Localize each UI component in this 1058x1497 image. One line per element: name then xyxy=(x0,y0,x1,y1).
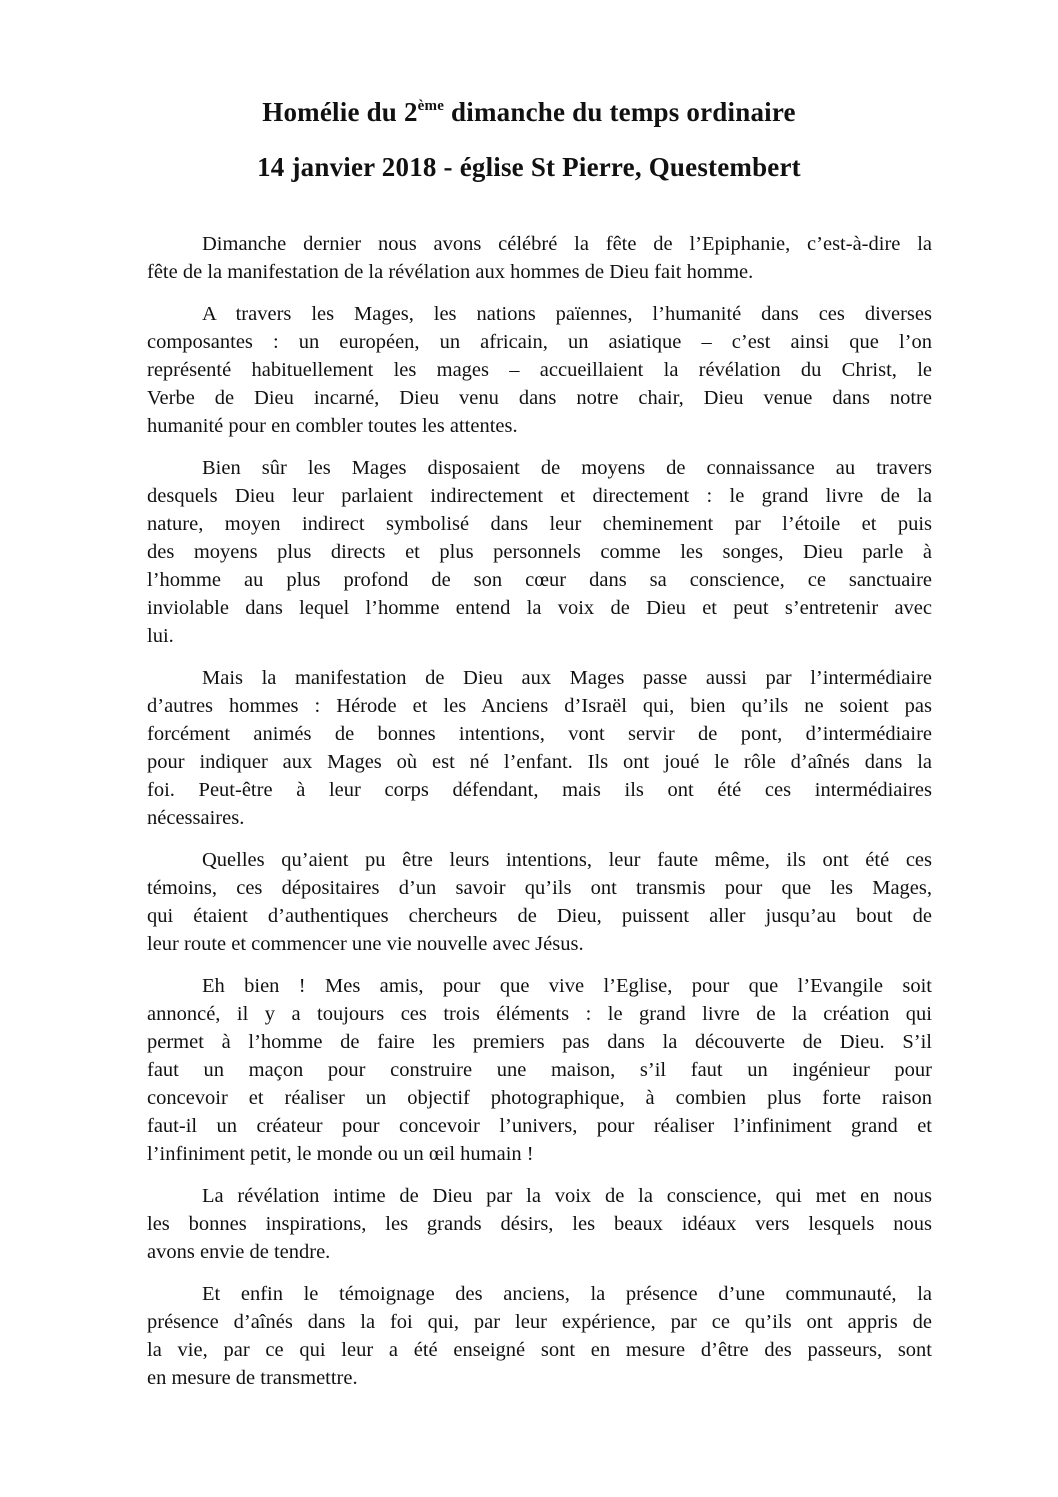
paragraph-line: Mais la manifestation de Dieu aux Mages passe aussi par l’intermédiaire xyxy=(202,667,932,689)
paragraph-line: Verbe de Dieu incarné, Dieu venu dans notre chair, Dieu venue dans notre xyxy=(147,387,932,409)
paragraph-line: représenté habituellement les mages – accueillaient la révélation du Christ, le xyxy=(147,359,932,381)
paragraph-line: concevoir et réaliser un objectif photographique, à combien plus forte raison xyxy=(147,1087,932,1109)
paragraph-line: Dimanche dernier nous avons célébré la fête de l’Epiphanie, c’est-à-dire la xyxy=(202,233,932,255)
title-line-2: 14 janvier 2018 - église St Pierre, Questembert xyxy=(257,152,801,182)
paragraph-line: Quelles qu’aient pu être leurs intentions, leur faute même, ils ont été ces xyxy=(202,849,932,871)
paragraph-line: Eh bien ! Mes amis, pour que vive l’Eglise, pour que l’Evangile soit xyxy=(202,975,932,997)
paragraph-line: nécessaires. xyxy=(147,807,245,829)
paragraph-line: nature, moyen indirect symbolisé dans leur cheminement par l’étoile et puis xyxy=(147,513,932,535)
paragraph-line: la vie, par ce qui leur a été enseigné sont en mesure d’être des passeurs, sont xyxy=(147,1339,932,1361)
paragraph-line: forcément animés de bonnes intentions, vont servir de pont, d’intermédiaire xyxy=(147,723,932,745)
paragraph xyxy=(147,300,932,440)
paragraph-line: Et enfin le témoignage des anciens, la présence d’une communauté, la xyxy=(202,1283,932,1305)
paragraph-line: A travers les Mages, les nations païennes, l’humanité dans ces diverses xyxy=(202,303,932,325)
paragraph-line: desquels Dieu leur parlaient indirectement et directement : le grand livre de la xyxy=(147,485,932,507)
title-line-1 xyxy=(0,96,1058,128)
paragraph-line: d’autres hommes : Hérode et les Anciens d’Israël qui, bien qu’ils ne soient pas xyxy=(147,695,932,717)
paragraph xyxy=(147,972,932,1168)
title-superscript: ème xyxy=(417,98,445,114)
paragraph-line: faut un maçon pour construire une maison, s’il faut un ingénieur pour xyxy=(147,1059,932,1081)
document-body xyxy=(147,230,932,1406)
paragraph xyxy=(147,454,932,650)
paragraph xyxy=(147,230,932,286)
paragraph-line: l’infiniment petit, le monde ou un œil humain ! xyxy=(147,1143,534,1165)
paragraph-line: composantes : un européen, un africain, un asiatique – c’est ainsi que l’on xyxy=(147,331,932,353)
title-line-1-start: Homélie du 2 xyxy=(262,97,418,127)
paragraph-line: Bien sûr les Mages disposaient de moyens de connaissance au travers xyxy=(202,457,932,479)
paragraph-line: qui étaient d’authentiques chercheurs de Dieu, puissent aller jusqu’au bout de xyxy=(147,905,932,927)
paragraph xyxy=(147,1280,932,1392)
document-title xyxy=(0,96,1058,183)
paragraph-line: inviolable dans lequel l’homme entend la voix de Dieu et peut s’entretenir avec xyxy=(147,597,932,619)
paragraph-line: lui. xyxy=(147,625,174,647)
paragraph xyxy=(147,1182,932,1266)
title-line-1-end: dimanche du temps ordinaire xyxy=(444,97,796,127)
paragraph-line: permet à l’homme de faire les premiers pas dans la découverte de Dieu. S’il xyxy=(147,1031,932,1053)
paragraph-line: avons envie de tendre. xyxy=(147,1241,331,1263)
paragraph-line: l’homme au plus profond de son cœur dans sa conscience, ce sanctuaire xyxy=(147,569,932,591)
paragraph-line: témoins, ces dépositaires d’un savoir qu’ils ont transmis pour que les Mages, xyxy=(147,877,932,899)
paragraph-line: humanité pour en combler toutes les attentes. xyxy=(147,415,518,437)
paragraph-line: pour indiquer aux Mages où est né l’enfant. Ils ont joué le rôle d’aînés dans la xyxy=(147,751,932,773)
paragraph xyxy=(147,846,932,958)
paragraph xyxy=(147,664,932,832)
paragraph-line: présence d’aînés dans la foi qui, par leur expérience, par ce qu’ils ont appris de xyxy=(147,1311,932,1333)
paragraph-line: annoncé, il y a toujours ces trois éléments : le grand livre de la création qui xyxy=(147,1003,932,1025)
paragraph-line: La révélation intime de Dieu par la voix de la conscience, qui met en nous xyxy=(202,1185,932,1207)
paragraph-line: fête de la manifestation de la révélation aux hommes de Dieu fait homme. xyxy=(147,261,754,283)
paragraph-line: foi. Peut-être à leur corps défendant, mais ils ont été ces intermédiaires xyxy=(147,779,932,801)
paragraph-line: des moyens plus directs et plus personnels comme les songes, Dieu parle à xyxy=(147,541,932,563)
paragraph-line: leur route et commencer une vie nouvelle avec Jésus. xyxy=(147,933,584,955)
paragraph-line: les bonnes inspirations, les grands désirs, les beaux idéaux vers lesquels nous xyxy=(147,1213,932,1235)
paragraph-line: faut-il un créateur pour concevoir l’univers, pour réaliser l’infiniment grand et xyxy=(147,1115,932,1137)
paragraph-line: en mesure de transmettre. xyxy=(147,1367,358,1389)
